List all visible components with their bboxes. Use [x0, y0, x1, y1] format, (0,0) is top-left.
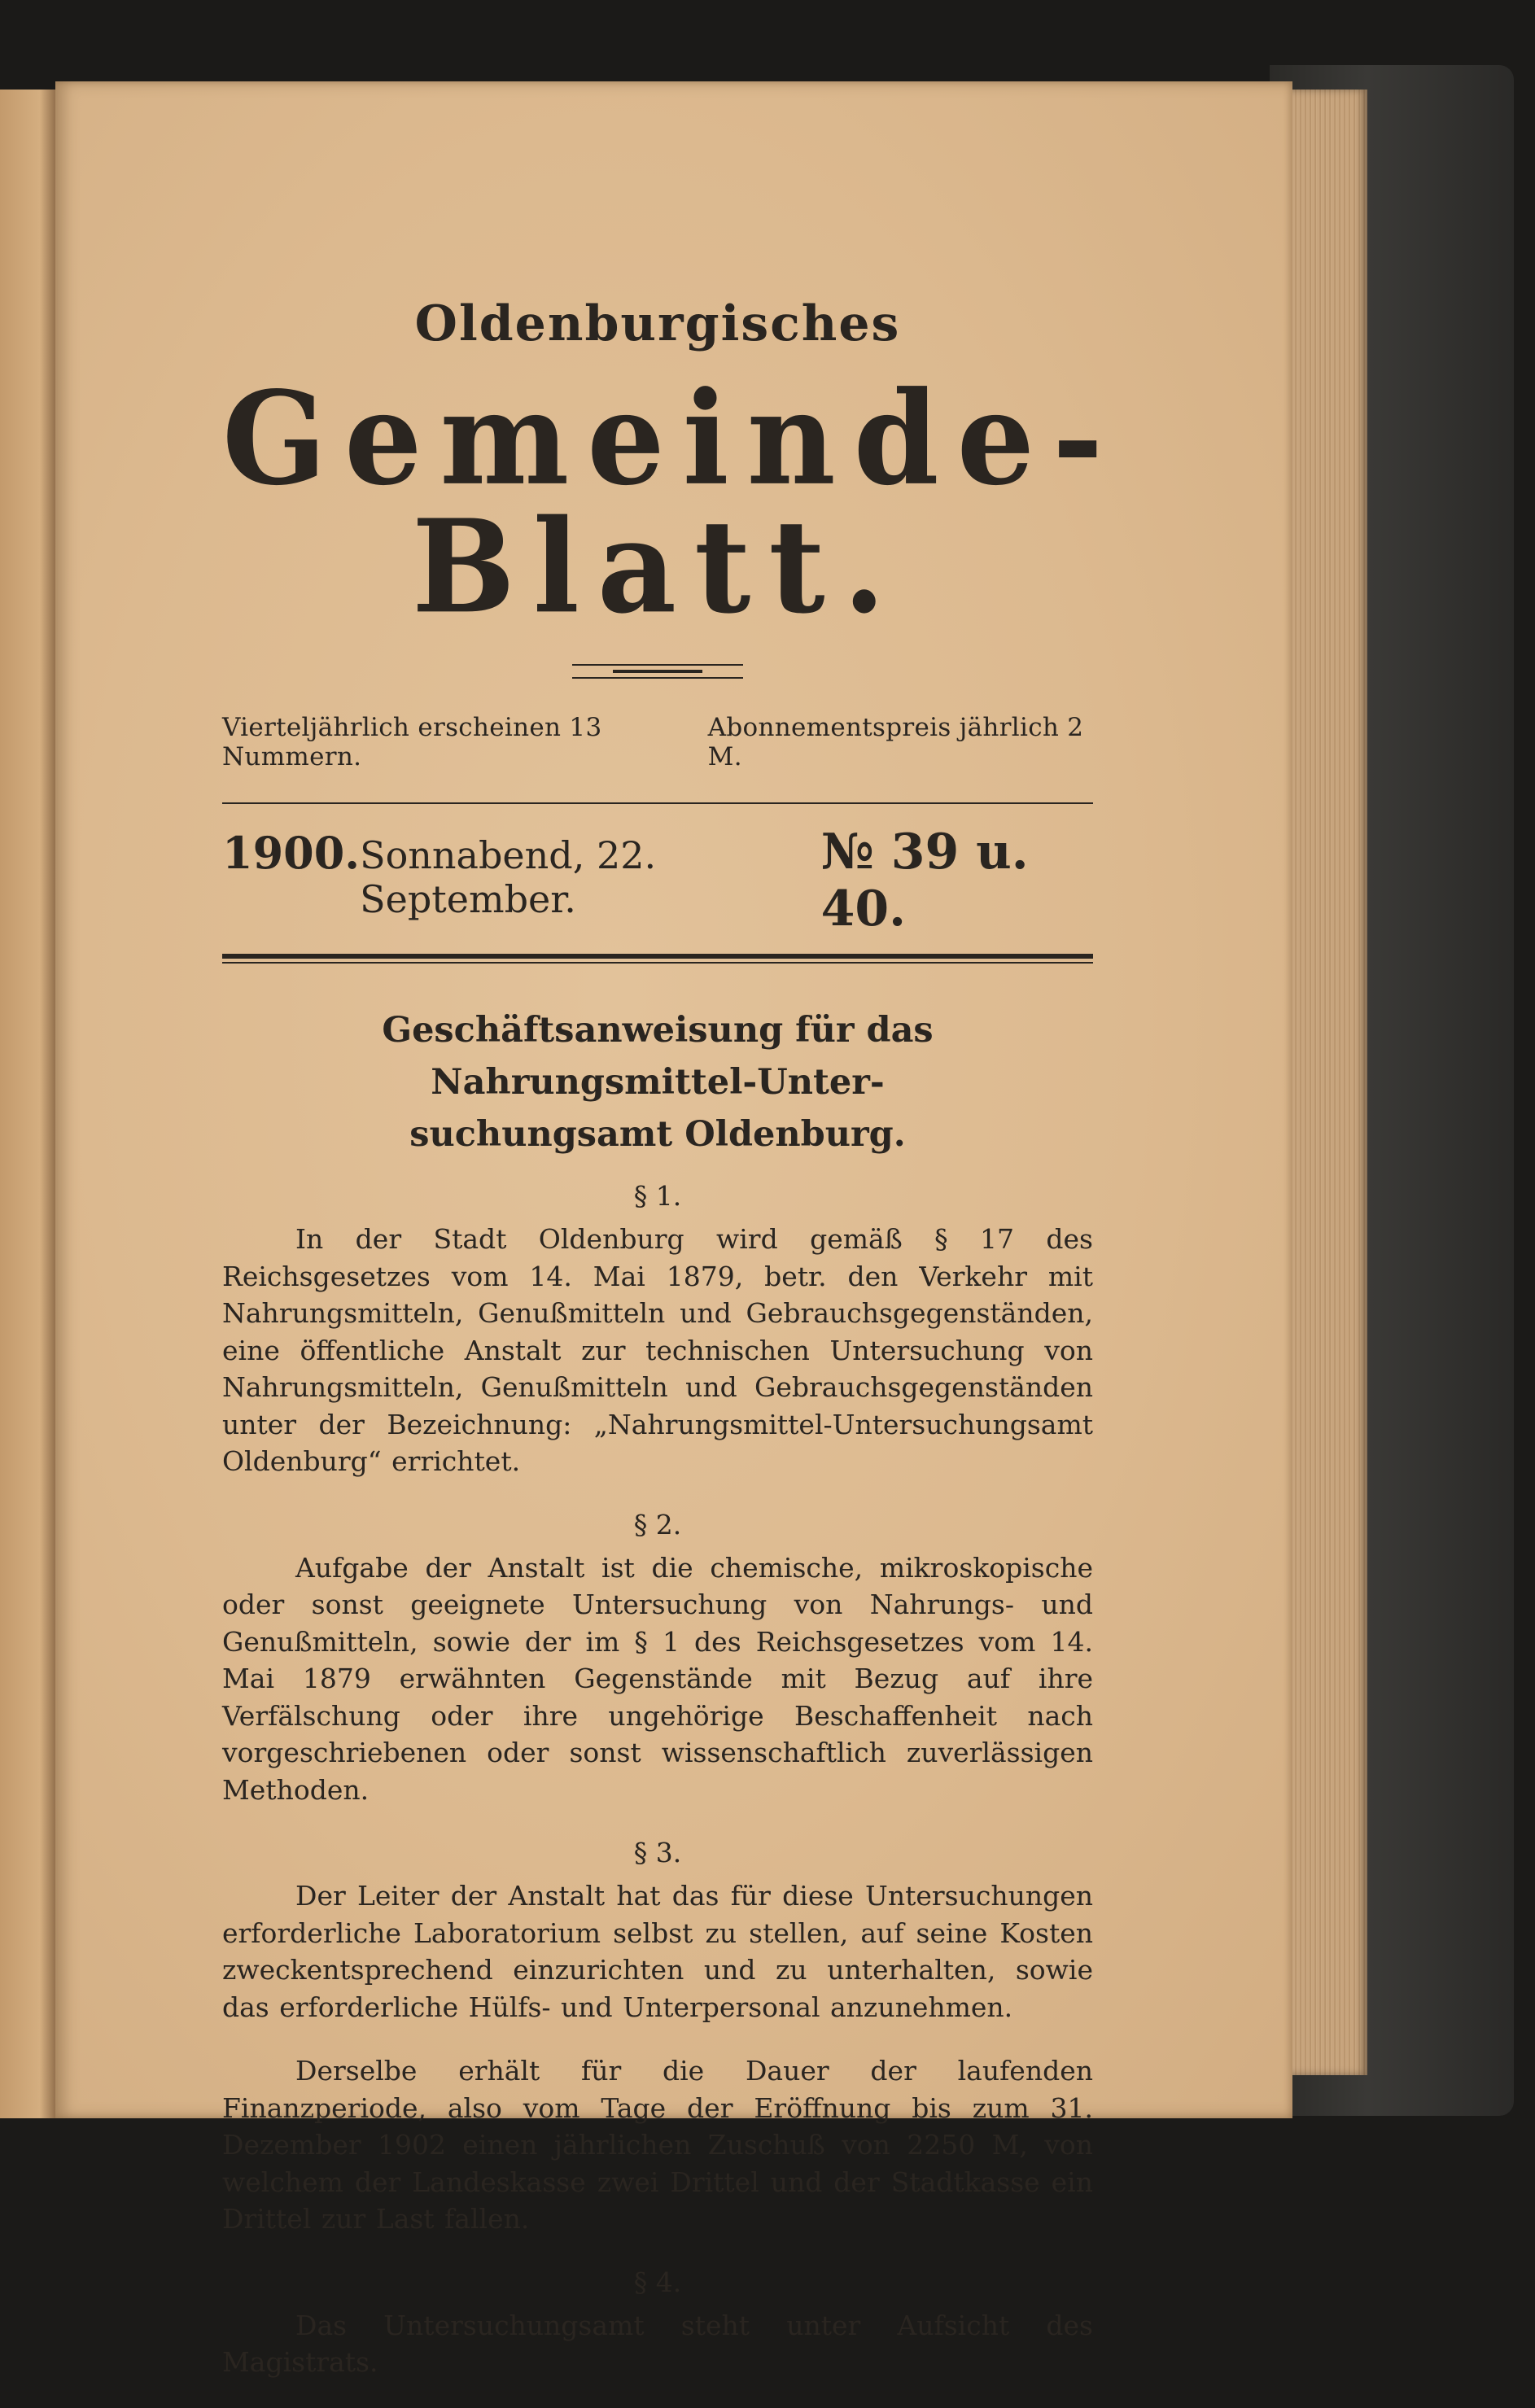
section-number: § 2. — [633, 1508, 682, 1541]
section-paragraph: Der Leiter der Anstalt hat das für diese Untersuchungen erforderliche Laboratorium selbst zu stellen, auf seine Kosten zweckentsprechend einzurichten und zu unterhalten, sowie das erforderliche Hülfs- und Unterpersonal anzunehmen. — [222, 1880, 1093, 2023]
section-number: § 4. — [633, 2266, 682, 2298]
masthead-title: Gemeinde-Blatt. — [222, 363, 1122, 643]
section-number: § 1. — [633, 1180, 682, 1212]
double-divider-rule — [222, 954, 1093, 964]
section-paragraph: Aufgabe der Anstalt ist die chemische, mikroskopische oder sonst geeignete Untersuchung von Nahrungs- und Genußmitteln, sowie der im § 1 des Reichsgesetzes vom 14. Mai 1879 erwähnten Gegenstände mit Bezug auf ihre Verfälschung oder ihre ungehörige Beschaffenheit nach vorgeschriebenen oder sonst wissenschaftlich zuverlässigen Methoden. — [222, 1551, 1093, 1806]
section-4 — [222, 2265, 1093, 2381]
title-ornament-rule — [572, 662, 743, 680]
issue-number: № 39 u. 40. — [820, 824, 1029, 937]
article-title-line: suchungsamt Oldenburg. — [409, 1114, 906, 1155]
masthead-subtitle: Oldenburgisches — [414, 295, 901, 352]
left-page-edge — [0, 90, 57, 2118]
divider-rule — [222, 802, 1093, 804]
issue-date: Sonnabend, 22. September. — [360, 833, 657, 921]
article-title — [222, 1004, 1093, 1160]
section-paragraph: Das Untersuchungsamt steht unter Aufsicht des Magistrats. — [222, 2309, 1093, 2378]
publication-frequency: Vierteljährlich erscheinen 13 Nummern. — [222, 713, 602, 771]
section-2 — [222, 1507, 1093, 1809]
article-title-line: Geschäftsanweisung für das Nahrungsmittel-Unter- — [382, 1010, 934, 1103]
section-paragraph: Derselbe erhält für die Dauer der laufenden Finanzperiode, also vom Tage der Eröffnung bis zum 31. Dezember 1902 einen jährlichen Zuschuß von 2250 M, von welchem der Landeskasse zwei Drittel und der Stadtkasse ein Drittel zur Last fallen. — [222, 2055, 1093, 2235]
section-1 — [222, 1178, 1093, 1480]
subscription-price: Abonnementspreis jährlich 2 M. — [707, 713, 1084, 771]
section-3 — [222, 1835, 1093, 2238]
dateline — [222, 824, 1093, 937]
section-number: § 3. — [633, 1837, 682, 1868]
page-content — [222, 212, 1122, 2408]
issue-year: 1900. — [222, 827, 361, 879]
document-page — [55, 81, 1292, 2378]
subscription-line — [222, 713, 1093, 771]
section-paragraph: In der Stadt Oldenburg wird gemäß § 17 des Reichsgesetzes vom 14. Mai 1879, betr. den Verkehr mit Nahrungsmitteln, Genußmitteln und Gebrauchsgegenständen, eine öffentliche Anstalt zur technischen Untersuchung von Nahrungsmitteln, Genußmitteln und Gebrauchsgegenständen unter der Bezeichnung: „Nahrungsmittel-Untersuchungsamt Oldenburg“ errichtet. — [222, 1223, 1093, 1477]
